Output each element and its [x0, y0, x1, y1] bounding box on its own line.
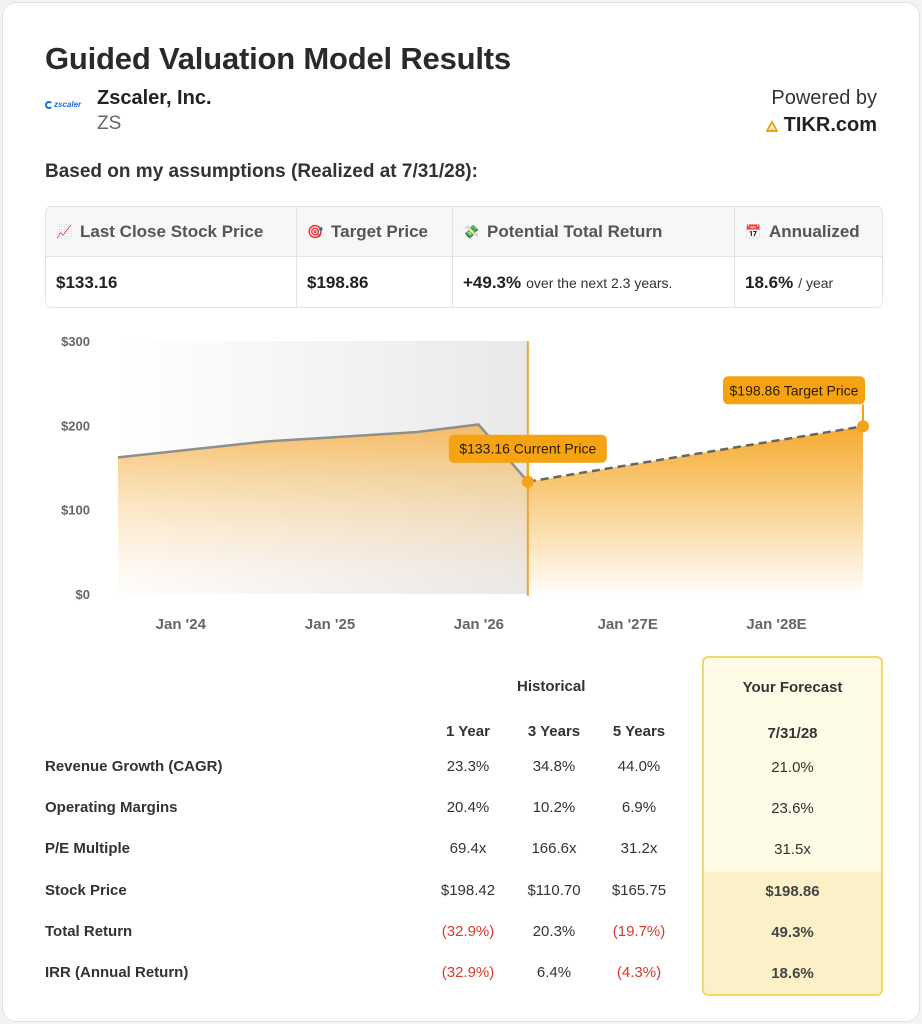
summary-header-label: Potential Total Return [487, 221, 663, 241]
summary-table [45, 206, 883, 308]
calendar-icon: 📅 [745, 223, 762, 239]
col-header-3-years: 3 Years [527, 723, 581, 740]
table-cell: (19.7%) [612, 922, 666, 940]
page-title: Guided Valuation Model Results [45, 41, 511, 76]
summary-value-row [46, 257, 882, 308]
chart-increasing-icon: 📈 [56, 223, 73, 239]
col-header-5-years: 5 Years [612, 723, 666, 740]
summary-value: $133.16 [56, 273, 118, 292]
table-cell: $198.42 [440, 881, 496, 899]
annotation-text: $198.86 Target Price [729, 382, 859, 399]
zscaler-logo: zscaler [45, 100, 87, 110]
table-cell: (32.9%) [441, 922, 495, 940]
table-cell: $165.75 [611, 881, 667, 899]
forecast-column [702, 656, 883, 996]
annotation-label [723, 376, 865, 422]
forecast-cell: $198.86 [765, 882, 820, 900]
row-label: Operating Margins [45, 799, 178, 817]
assumptions-heading: Based on my assumptions (Realized at 7/31/28): [45, 161, 478, 182]
company-name: Zscaler, Inc. [97, 87, 212, 109]
row-label: Stock Price [45, 881, 127, 899]
price-chart [3, 323, 922, 643]
table-cell: 6.9% [621, 799, 657, 817]
summary-value: 18.6% [745, 273, 794, 292]
summary-header-row [46, 207, 882, 257]
money-wings-icon: 💸 [463, 223, 480, 239]
summary-header-last-close [46, 207, 297, 256]
summary-return-value [453, 257, 735, 308]
col-header-forecast-date: 7/31/28 [767, 725, 818, 742]
row-label: Revenue Growth (CAGR) [45, 758, 223, 775]
company-ticker: ZS [97, 113, 122, 134]
powered-by-label: Powered by [771, 87, 877, 109]
row-label: Total Return [45, 922, 133, 940]
table-cell: 44.0% [617, 758, 661, 775]
summary-header-label: Last Close Stock Price [80, 221, 264, 241]
table-cell: 34.8% [532, 758, 576, 775]
summary-annualized-value [735, 257, 883, 308]
summary-header-return [453, 207, 735, 256]
x-tick-label: Jan '24 [155, 616, 206, 633]
table-cell: 31.2x [620, 840, 658, 858]
row-label: IRR (Annual Return) [45, 964, 189, 981]
table-cell: 20.4% [446, 799, 490, 817]
table-cell: 166.6x [531, 840, 577, 858]
summary-value: $198.86 [307, 273, 369, 292]
summary-last-close-value [46, 257, 297, 308]
table-cell: 6.4% [536, 964, 572, 981]
x-tick-label: Jan '27E [597, 616, 658, 633]
summary-value-sub: / year [798, 275, 834, 291]
summary-header-label: Annualized [769, 221, 860, 241]
table-cell: 23.3% [446, 758, 490, 775]
tikr-logo-icon [766, 120, 778, 132]
summary-header-target [297, 207, 453, 256]
target-icon: 🎯 [307, 223, 324, 239]
y-tick-label: $200 [61, 418, 90, 434]
table-cell: 10.2% [532, 799, 576, 817]
x-tick-label: Jan '28E [746, 616, 807, 633]
y-tick-label: $100 [61, 502, 90, 518]
forecast-cell: 49.3% [771, 923, 814, 941]
table-cell: (32.9%) [441, 964, 495, 981]
forecast-cell: 21.0% [771, 759, 814, 776]
table-cell: (4.3%) [616, 964, 662, 981]
y-tick-label: $0 [75, 587, 90, 602]
historical-heading: Historical [517, 678, 586, 695]
summary-value-sub: over the next 2.3 years. [526, 275, 673, 291]
valuation-card [2, 2, 920, 1022]
forecast-heading: Your Forecast [742, 679, 843, 696]
summary-target-value [297, 257, 453, 308]
summary-header-annualized [735, 207, 883, 256]
x-tick-label: Jan '25 [304, 616, 356, 633]
tikr-link[interactable] [766, 114, 877, 137]
tikr-brand: TIKR.com [783, 114, 877, 136]
summary-header-label: Target Price [331, 221, 429, 241]
x-tick-label: Jan '26 [453, 616, 505, 633]
table-cell: $110.70 [527, 881, 581, 899]
y-tick-label: $300 [61, 334, 90, 349]
forecast-cell: 31.5x [774, 841, 811, 859]
forecast-cell: 23.6% [771, 800, 814, 818]
annotation-text: $133.16 Current Price [459, 440, 597, 457]
row-label: P/E Multiple [45, 840, 131, 858]
forecast-cell: 18.6% [771, 965, 814, 982]
col-header-1-year: 1 Year [446, 723, 490, 740]
powered-by [766, 87, 877, 137]
table-cell: 69.4x [449, 840, 487, 858]
table-cell: 20.3% [532, 922, 576, 940]
metrics-table [3, 653, 922, 1013]
summary-value: +49.3% [463, 273, 522, 292]
